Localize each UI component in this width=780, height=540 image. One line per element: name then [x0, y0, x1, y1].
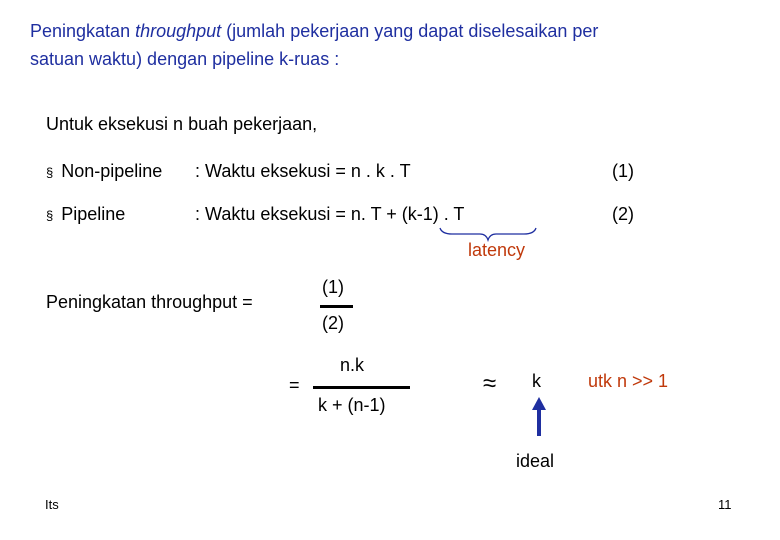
- equals-sign: =: [289, 375, 300, 395]
- approx-symbol: ≈: [483, 370, 497, 397]
- fraction2-bar: [313, 386, 410, 389]
- fraction1-bar: [320, 305, 353, 308]
- page-number: 11: [718, 497, 732, 512]
- bullet-non-pipeline: § Non-pipeline: [46, 161, 163, 181]
- condition-text: utk n >> 1: [588, 371, 669, 391]
- latency-label: latency: [468, 240, 526, 260]
- formula-non-pipeline: : Waktu eksekusi = n . k . T: [195, 161, 411, 181]
- eq-number-2: (2): [612, 204, 634, 224]
- title-italic-term: throughput: [135, 21, 222, 41]
- bullet-icon: §: [46, 208, 54, 223]
- footer-left: Its: [45, 497, 59, 512]
- fraction1-denominator: (2): [322, 313, 344, 333]
- ideal-label: ideal: [516, 451, 555, 471]
- throughput-label: Peningkatan throughput =: [46, 292, 253, 312]
- title-line-2: satuan waktu) dengan pipeline k-ruas :: [30, 49, 340, 69]
- title-line-1: Peningkatan throughput (jumlah pekerjaan yang dapat diselesaikan per: [30, 21, 599, 41]
- eq-number-1: (1): [612, 161, 634, 181]
- fraction2-numerator: n.k: [340, 355, 365, 375]
- result-k: k: [532, 371, 541, 391]
- formula-pipeline: : Waktu eksekusi = n. T + (k-1) . T: [195, 204, 465, 224]
- bullet-pipeline: § Pipeline: [46, 204, 126, 224]
- slide-title: [30, 17, 598, 73]
- fraction2-denominator: k + (n-1): [318, 395, 386, 415]
- up-arrow-icon: [529, 396, 549, 438]
- bullet-icon: §: [46, 165, 54, 180]
- fraction1-numerator: (1): [322, 277, 344, 297]
- intro-text: Untuk eksekusi n buah pekerjaan,: [46, 114, 318, 134]
